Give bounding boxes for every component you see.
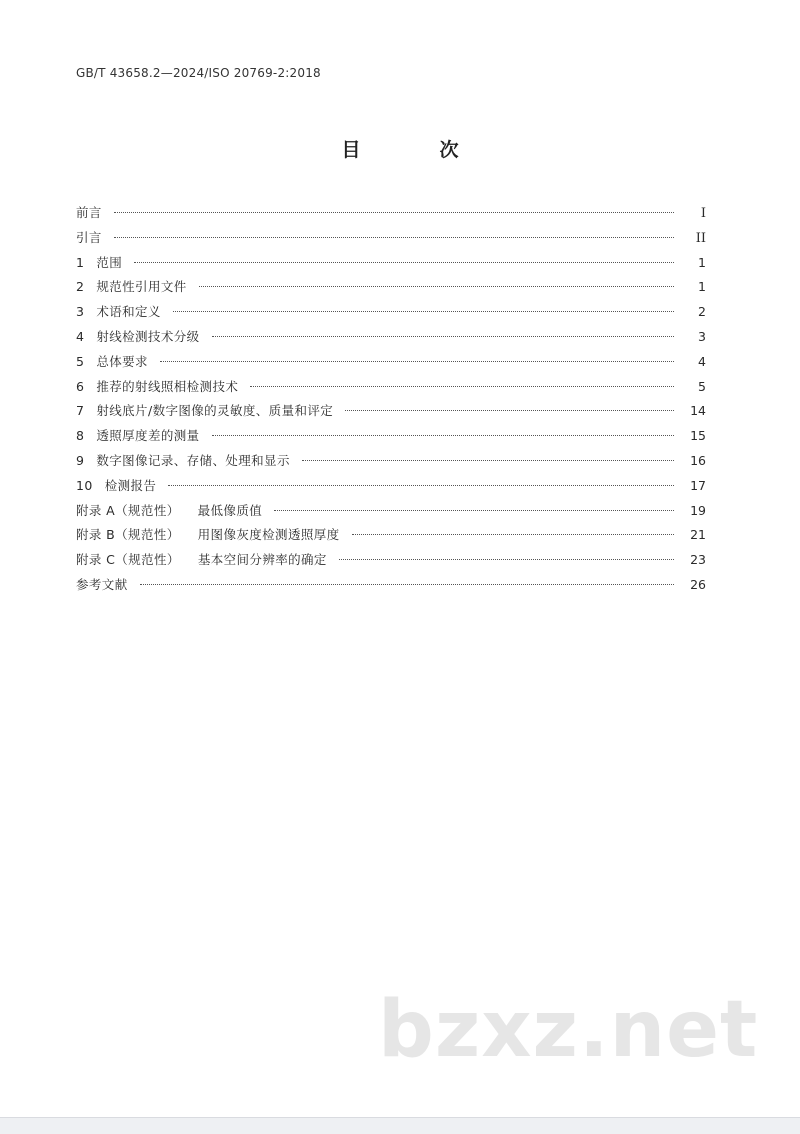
- standard-code-header: GB/T 43658.2—2024/ISO 20769-2:2018: [76, 66, 321, 80]
- toc-entry-number: 1: [76, 254, 85, 270]
- toc-leader-dots: [168, 485, 674, 486]
- toc-page-number: 17: [690, 477, 706, 493]
- toc-entry-label: 前言: [76, 205, 102, 220]
- toc-entry-text: 总体要求: [96, 353, 148, 369]
- toc-entry-annex-b[interactable]: [76, 525, 706, 550]
- toc-leader-dots: [212, 336, 674, 337]
- toc-entry-label: 引言: [76, 229, 102, 245]
- toc-leader-dots: [302, 460, 674, 461]
- toc-entry-10[interactable]: [76, 476, 706, 501]
- toc-page-number: 21: [690, 527, 706, 543]
- toc-page-number: 1: [698, 279, 706, 295]
- toc-entry-7[interactable]: [76, 401, 706, 426]
- toc-entry-text: 推荐的射线照相检测技术: [96, 378, 239, 394]
- toc-entry-label: [76, 302, 161, 322]
- toc-entry-number: 附录 A（规范性）: [76, 502, 180, 518]
- toc-entry-label: [76, 277, 187, 297]
- page-title: 目 次: [341, 139, 489, 161]
- toc-entry-label: [76, 476, 156, 496]
- toc-entry-text: 透照厚度差的测量: [96, 428, 200, 444]
- toc-entry-text: 数字图像记录、存储、处理和显示: [96, 452, 290, 468]
- toc-entry-label: [76, 401, 333, 421]
- toc-leader-dots: [345, 410, 674, 411]
- toc-entry-number: 8: [76, 428, 85, 444]
- toc-entry-text: 射线底片/数字图像的灵敏度、质量和评定: [96, 403, 334, 419]
- toc-entry-text: 最低像质值: [197, 502, 263, 518]
- toc-leader-dots: [134, 262, 674, 263]
- toc-leader-dots: [339, 559, 674, 560]
- toc-entry-annex-a[interactable]: [76, 501, 706, 526]
- toc-entry-5[interactable]: [76, 352, 706, 377]
- toc-entry-number: 5: [76, 353, 85, 369]
- toc-page-number: 4: [698, 353, 706, 369]
- toc-entry-number: 9: [76, 452, 85, 468]
- toc-page-number: II: [695, 230, 706, 246]
- page-bottom-edge: [0, 1117, 800, 1134]
- toc-entry-2[interactable]: [76, 277, 706, 302]
- toc-entry-text: 术语和定义: [96, 304, 161, 320]
- toc-page-number: 19: [690, 502, 706, 518]
- toc-entry-annex-c[interactable]: [76, 550, 706, 575]
- toc-entry-label: [76, 451, 290, 471]
- toc-leader-dots: [114, 212, 674, 213]
- toc-entry-label: [76, 327, 200, 347]
- toc-page-number: 16: [690, 452, 706, 468]
- toc-entry-number: 附录 B（规范性）: [76, 527, 180, 543]
- toc-page-number: 3: [698, 328, 706, 344]
- toc-entry-text: 检测报告: [104, 477, 157, 493]
- toc-entry-label: [76, 377, 238, 397]
- site-watermark: bzxz.net: [378, 985, 759, 1075]
- toc-entry-number: 附录 C（规范性）: [76, 552, 180, 568]
- toc-entry-label: [76, 550, 327, 570]
- toc-entry-number: 3: [76, 304, 85, 320]
- toc-entry-text: 射线检测技术分级: [96, 328, 200, 344]
- toc-entry-number: 4: [76, 328, 85, 344]
- toc-entry-label: 参考文献: [76, 576, 128, 592]
- toc-entry-introduction[interactable]: [76, 228, 706, 253]
- toc-entry-number: 2: [76, 279, 85, 295]
- toc-entry-number: 6: [76, 378, 85, 394]
- toc-entry-4[interactable]: [76, 327, 706, 352]
- toc-entry-1[interactable]: [76, 253, 706, 278]
- toc-entry-foreword[interactable]: [76, 203, 706, 228]
- toc-entry-3[interactable]: [76, 302, 706, 327]
- toc-entry-9[interactable]: [76, 451, 706, 476]
- toc-leader-dots: [160, 361, 674, 362]
- toc-entry-text: 基本空间分辨率的确定: [197, 552, 327, 568]
- toc-page-number: 26: [690, 576, 706, 592]
- toc-leader-dots: [250, 386, 674, 387]
- toc-page-number: 1: [698, 254, 706, 270]
- toc-entry-6[interactable]: [76, 377, 706, 402]
- toc-entry-number: 10: [76, 477, 93, 493]
- toc-leader-dots: [140, 584, 674, 585]
- toc-entry-label: [76, 501, 262, 521]
- toc-entry-number: 7: [76, 403, 85, 419]
- toc-page-number: 15: [690, 428, 706, 444]
- toc-entry-8[interactable]: [76, 426, 706, 451]
- toc-leader-dots: [274, 510, 674, 511]
- toc-entry-label: [76, 253, 122, 273]
- toc-leader-dots: [352, 534, 674, 535]
- toc-leader-dots: [199, 286, 674, 287]
- toc-leader-dots: [114, 237, 674, 238]
- toc-page-number: 5: [698, 378, 706, 394]
- toc-page-number: 2: [698, 304, 706, 320]
- toc-entry-text: 规范性引用文件: [96, 279, 187, 295]
- toc-leader-dots: [173, 311, 674, 312]
- toc-entry-text: 用图像灰度检测透照厚度: [197, 527, 340, 543]
- table-of-contents: [76, 203, 706, 600]
- toc-page-number: 14: [690, 403, 706, 419]
- toc-entry-label: [76, 426, 200, 446]
- toc-page-number: 23: [690, 552, 706, 568]
- toc-entry-label: [76, 525, 340, 545]
- toc-leader-dots: [212, 435, 674, 436]
- toc-entry-label: [76, 352, 148, 372]
- toc-entry-text: 范围: [96, 254, 123, 270]
- toc-entry-bibliography[interactable]: [76, 575, 706, 600]
- toc-page-number: I: [700, 206, 706, 221]
